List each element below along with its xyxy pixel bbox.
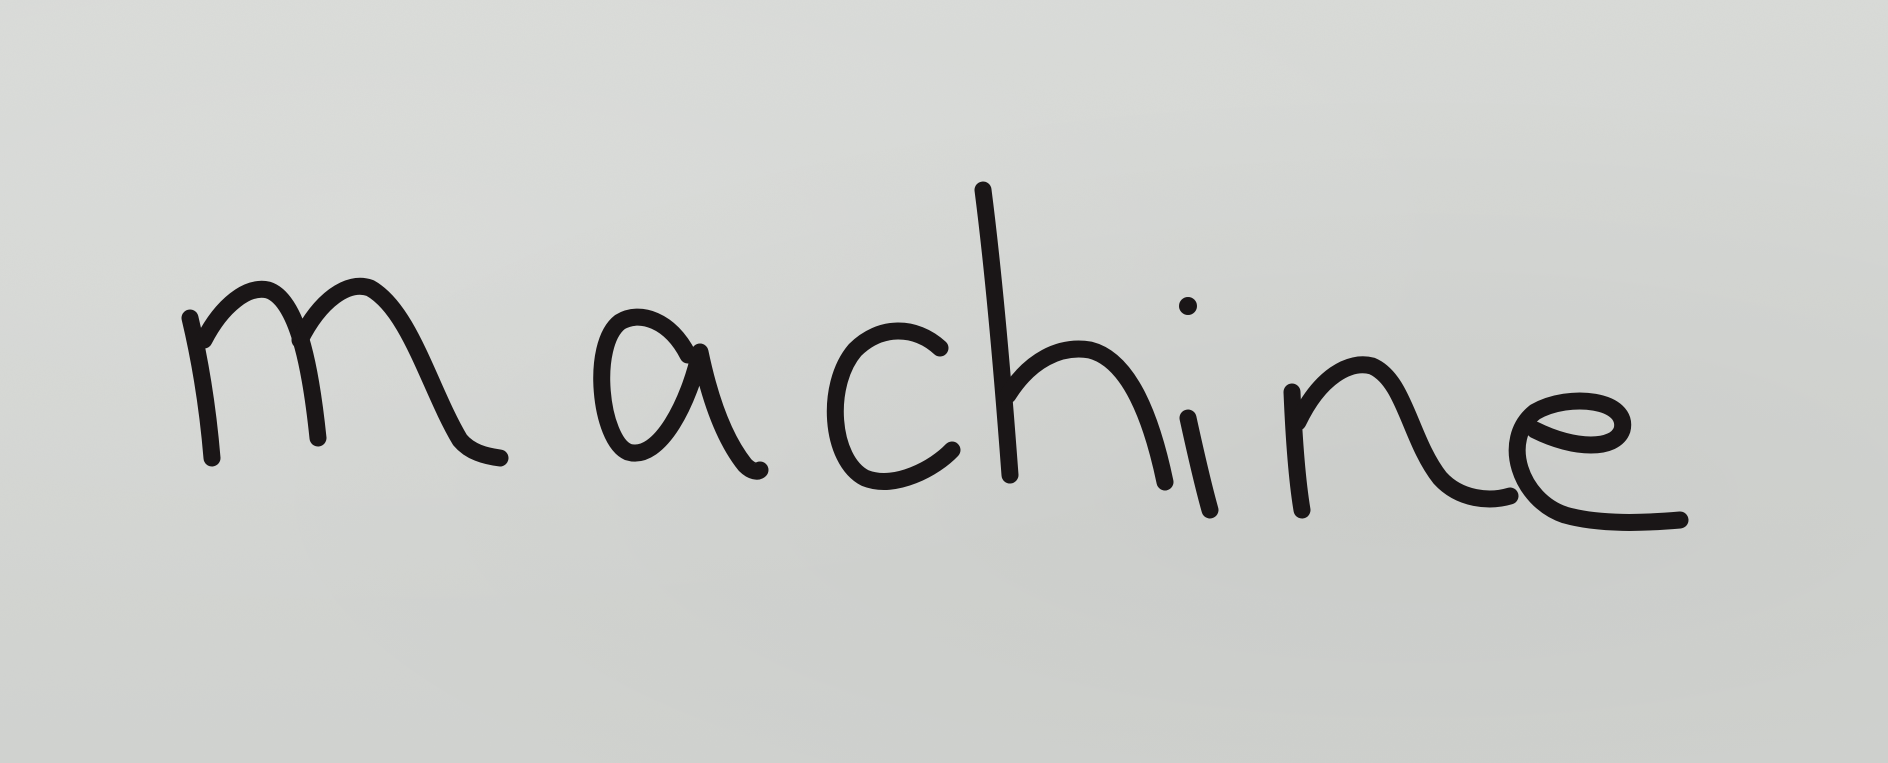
letter-i xyxy=(1188,418,1210,510)
letter-m xyxy=(204,289,318,438)
letter-a xyxy=(602,317,760,471)
letter-e xyxy=(1517,401,1680,522)
i-dot xyxy=(1179,297,1197,315)
letter-h xyxy=(983,190,1010,475)
letter-h xyxy=(1008,349,1165,482)
letter-m xyxy=(300,286,500,458)
letter-n xyxy=(1298,365,1510,499)
letter-c xyxy=(835,331,952,481)
